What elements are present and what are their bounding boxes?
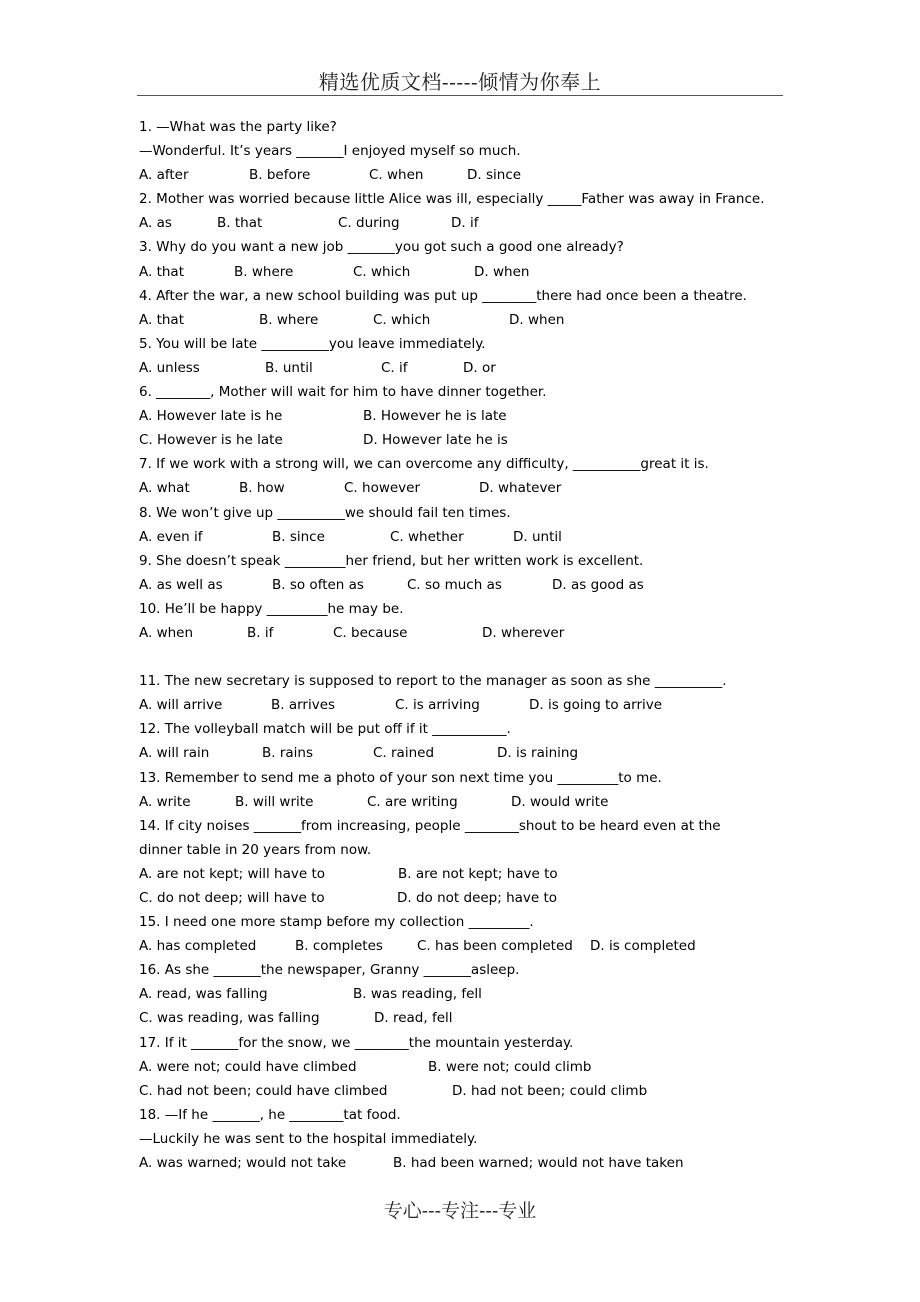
option-row [139, 211, 819, 235]
option-row [139, 404, 819, 428]
answer-option: D. or [463, 359, 496, 376]
answer-option: D. However late he is [363, 432, 508, 449]
question-text: 3. Why do you want a new job _______you got such a good one already? [139, 239, 624, 256]
answer-option: C. because [333, 624, 408, 641]
question-text: 17. If it _______for the snow, we ________the mountain yesterday. [139, 1034, 574, 1051]
answer-option: D. whatever [479, 480, 562, 497]
answer-option: D. read, fell [374, 1010, 453, 1027]
answer-option: A. are not kept; will have to [139, 865, 326, 882]
answer-option: A. was warned; would not take [139, 1155, 347, 1172]
option-row [139, 356, 819, 380]
option-row [139, 1055, 819, 1079]
answer-option: B. before [249, 167, 311, 184]
answer-option: D. do not deep; have to [397, 890, 558, 906]
option-row [139, 982, 819, 1006]
answer-option: B. are not kept; have to [398, 865, 558, 882]
option-row [139, 1006, 819, 1030]
answer-option: B. completes [295, 938, 383, 955]
answer-option: B. will write [235, 793, 314, 810]
question-text: 12. The volleyball match will be put off if it ___________. [139, 721, 511, 738]
option-row [139, 308, 819, 332]
question-text: —Luckily he was sent to the hospital immediately. [139, 1130, 478, 1147]
answer-option: C. do not deep; will have to [139, 890, 325, 906]
option-row [139, 790, 819, 814]
answer-option: C. rained [373, 745, 435, 762]
answer-option: D. when [509, 311, 565, 328]
answer-option: A. that [139, 311, 184, 328]
answer-option: B. since [272, 528, 325, 545]
option-row [139, 525, 819, 549]
question-text: 15. I need one more stamp before my collection _________. [139, 914, 534, 931]
answer-option: A. will rain [139, 745, 210, 762]
answer-option: D. is going to arrive [529, 697, 663, 714]
question-text: 13. Remember to send me a photo of your son next time you _________to me. [139, 769, 662, 786]
answer-option: C. which [353, 263, 411, 280]
answer-option: A. will arrive [139, 697, 223, 714]
answer-option: B. arrives [271, 697, 336, 714]
answer-option: C. during [338, 215, 400, 232]
answer-option: A. even if [139, 528, 203, 545]
answer-option: D. until [513, 528, 562, 545]
answer-option: B. rains [262, 745, 314, 762]
answer-option: C. if [381, 359, 408, 376]
question-text: 5. You will be late __________you leave immediately. [139, 335, 486, 352]
answer-option: C. is arriving [395, 697, 480, 714]
option-row [139, 573, 819, 597]
question-text: 8. We won’t give up __________we should fail ten times. [139, 504, 511, 521]
answer-option: D. had not been; could climb [452, 1082, 648, 1099]
answer-option: A. unless [139, 359, 200, 376]
header-divider [137, 95, 783, 96]
answer-option: C. are writing [367, 793, 458, 810]
answer-option: B. However he is late [363, 408, 507, 425]
question-text: 7. If we work with a strong will, we can overcome any difficulty, __________great it is. [139, 456, 709, 473]
question-list [139, 115, 819, 1175]
answer-option: C. whether [390, 528, 464, 545]
answer-option: A. read, was falling [139, 986, 268, 1003]
answer-option: A. after [139, 167, 189, 184]
blank-line [139, 645, 819, 669]
question-text: 10. He’ll be happy _________he may be. [139, 600, 404, 617]
question-text: 9. She doesn’t speak _________her friend, but her written work is excellent. [139, 552, 644, 569]
answer-option: B. where [259, 311, 319, 328]
answer-option: D. when [474, 263, 530, 280]
answer-option: C. when [369, 167, 424, 184]
answer-option: D. is raining [497, 745, 579, 762]
option-row [139, 163, 819, 187]
option-row [139, 260, 819, 284]
answer-option: B. that [217, 215, 263, 232]
option-row [139, 934, 819, 958]
option-row [139, 862, 819, 886]
answer-option: B. so often as [272, 576, 364, 593]
question-text: 6. ________, Mother will wait for him to have dinner together. [139, 384, 547, 401]
page-footer: 专心---专注---专业 [383, 1200, 537, 1222]
answer-option: D. is completed [590, 938, 696, 955]
answer-option: D. if [451, 215, 479, 232]
answer-option: B. how [239, 480, 285, 497]
question-text: dinner table in 20 years from now. [139, 841, 372, 858]
option-row [139, 428, 819, 452]
answer-option: A. when [139, 624, 194, 641]
answer-option: B. was reading, fell [353, 986, 482, 1003]
option-row [139, 741, 819, 765]
question-text: 1. —What was the party like? [139, 119, 337, 135]
answer-option: A. write [139, 793, 191, 810]
option-row [139, 621, 819, 645]
answer-option: A. that [139, 263, 184, 280]
answer-option: A. were not; could have climbed [139, 1058, 357, 1075]
answer-option: B. until [265, 359, 313, 376]
option-row [139, 476, 819, 500]
answer-option: B. were not; could climb [428, 1058, 592, 1075]
answer-option: A. has completed [139, 938, 257, 955]
option-row [139, 1079, 819, 1103]
question-text: 16. As she _______the newspaper, Granny _______asleep. [139, 962, 520, 979]
page-header: 精选优质文档-----倾情为你奉上 [318, 70, 602, 94]
answer-option: C. However is he late [139, 432, 283, 449]
answer-option: A. as well as [139, 576, 223, 593]
answer-option: C. however [344, 480, 421, 497]
answer-option: C. has been completed [417, 938, 573, 955]
answer-option: D. since [467, 167, 522, 184]
question-text: 14. If city noises _______from increasing, people ________shout to be heard even at the [139, 817, 721, 834]
answer-option: B. had been warned; would not have taken [393, 1155, 684, 1172]
answer-option: C. had not been; could have climbed [139, 1082, 388, 1099]
answer-option: B. where [234, 263, 294, 280]
question-text: —Wonderful. It’s years _______I enjoyed myself so much. [139, 143, 521, 160]
answer-option: C. was reading, was falling [139, 1010, 320, 1027]
answer-option: B. if [247, 624, 274, 641]
answer-option: D. would write [511, 793, 609, 810]
answer-option: A. However late is he [139, 408, 283, 425]
option-row [139, 886, 819, 910]
option-row [139, 1151, 819, 1175]
question-text: 2. Mother was worried because little Alice was ill, especially _____Father was away in France. [139, 191, 765, 208]
question-text: 4. After the war, a new school building was put up ________there had once been a theatre. [139, 287, 747, 304]
answer-option: D. as good as [552, 576, 644, 593]
answer-option: C. which [373, 311, 431, 328]
answer-option: A. as [139, 215, 172, 232]
option-row [139, 693, 819, 717]
question-text: 18. —If he _______, he ________tat food. [139, 1106, 401, 1123]
answer-option: C. so much as [407, 576, 502, 593]
answer-option: D. wherever [482, 624, 565, 641]
answer-option: A. what [139, 480, 190, 497]
question-text: 11. The new secretary is supposed to report to the manager as soon as she __________. [139, 673, 727, 690]
